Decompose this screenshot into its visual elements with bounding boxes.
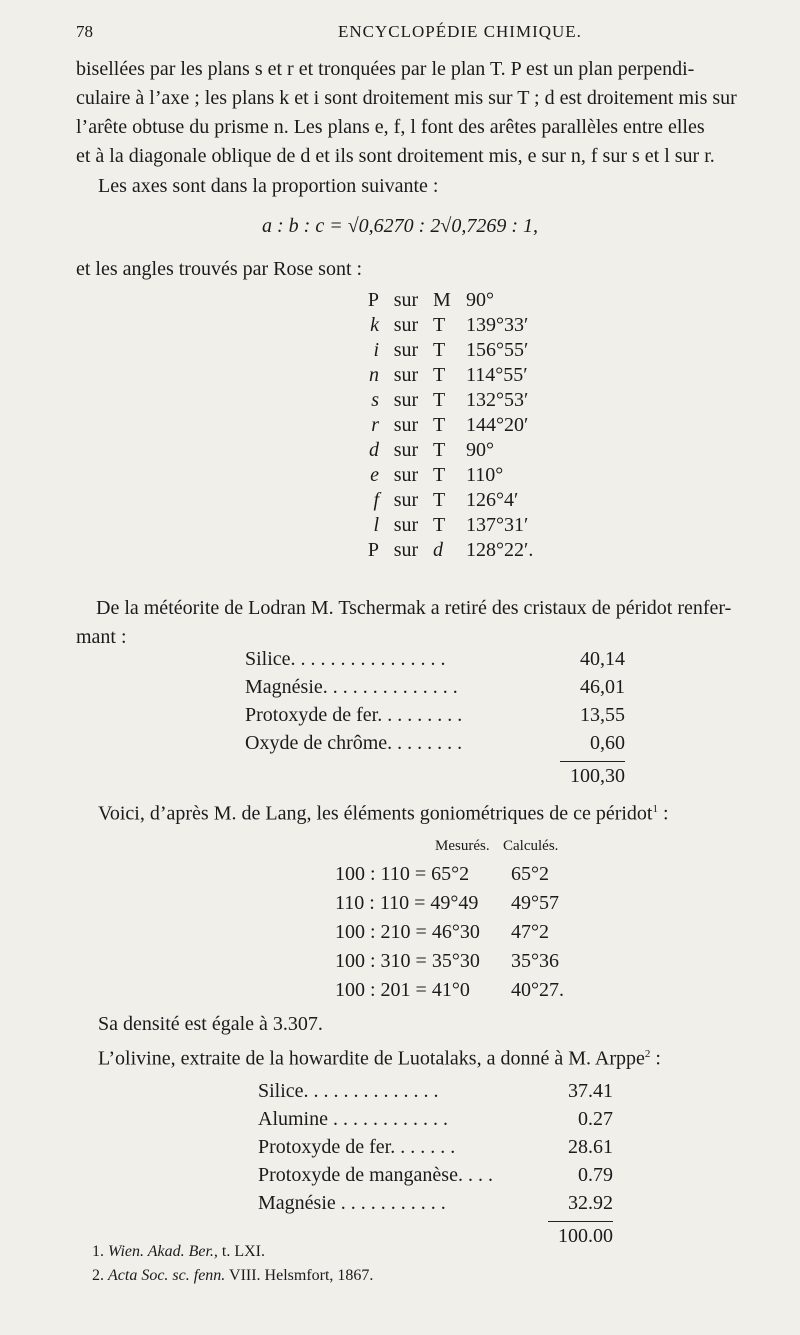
text-line [98,1040,798,1074]
sur-word: sur [393,364,419,386]
olivine-paragraph [98,1040,798,1074]
angle-row [345,413,533,438]
other-face: T [433,314,446,336]
angle-row [345,363,533,388]
sur-word: sur [393,489,419,511]
text-line: culaire à l’axe ; les plans k et i sont droitement mis sur T ; d est droitement mis sur [76,87,737,109]
angle-value: 156°55′ [466,339,529,361]
composition-total-row [245,761,625,789]
footnote-reference: Wien. Akad. Ber., [108,1243,218,1260]
component-value: 0.27 [578,1108,613,1130]
sur-word: sur [393,289,419,311]
text-line: bisellées par les plans s et r et tronquées par le plan T. P est un plan perpendi- [76,58,695,80]
other-face: T [433,439,446,461]
face-label: s [371,389,379,411]
sur-word: sur [393,389,419,411]
text-line: et les angles trouvés par Rose sont : [76,258,363,280]
other-face: T [433,389,446,411]
text-line: et à la diagonale oblique de d et ils sont droitement mis, e sur n, f sur s et l sur r. [76,145,715,167]
angle-row [345,538,533,563]
angle-value: 128°22′. [466,539,534,561]
running-header [76,18,780,48]
face-label: e [370,464,379,486]
component-name: Silice. . . . . . . . . . . . . . [258,1080,439,1102]
face-label: P [367,289,379,311]
composition-total: 100,30 [560,761,625,790]
footnote-number: 2. [92,1267,104,1284]
running-title: ENCYCLOPÉDIE CHIMIQUE. [338,22,582,41]
angle-row [345,388,533,413]
angle-value: 110° [466,464,504,486]
component-name: Magnésie. . . . . . . . . . . . . . [245,676,458,698]
angle-value: 126°4′ [466,489,519,511]
angle-row [345,338,533,363]
density-paragraph [98,1010,798,1039]
composition-row [258,1189,613,1217]
angle-value: 132°53′ [466,389,529,411]
footnote [92,1264,373,1288]
lodran-composition-table [245,645,625,789]
text-line: Sa densité est égale à 3.307. [98,1013,323,1035]
angle-row [345,313,533,338]
calculated-header: Calculés. [503,838,559,854]
calculated-value: 35°36 [511,950,559,972]
text-line: De la météorite de Lodran M. Tschermak a retiré des cristaux de péridot renfer- [96,597,732,619]
face-label: i [373,339,379,361]
component-value: 32.92 [568,1192,613,1214]
calculated-value: 49°57 [511,892,559,914]
text-line: Les axes sont dans la proportion suivante : [98,175,439,197]
text-line [98,795,798,829]
axes-sentence [98,172,788,201]
composition-row [258,1161,613,1189]
component-name: Silice. . . . . . . . . . . . . . . . [245,648,446,670]
composition-total: 100.00 [548,1221,613,1250]
footnote-detail: t. LXI. [217,1243,266,1260]
other-face: d [433,539,443,561]
face-label: r [371,414,379,436]
face-label: f [373,489,379,511]
component-value: 28.61 [568,1136,613,1158]
sur-word: sur [393,514,419,536]
lang-paragraph [98,795,798,829]
measured-expression: 100 : 210 = 46°30 [335,921,480,943]
sur-word: sur [393,464,419,486]
measured-expression: 100 : 110 = 65°2 [335,863,470,885]
axes-formula: a : b : c = √0,6270 : 2√0,7269 : 1, [262,215,538,237]
other-face: T [433,514,446,536]
other-face: T [433,489,446,511]
component-value: 0,60 [590,732,625,754]
sur-word: sur [393,414,419,436]
footnote-number: 1. [92,1243,104,1260]
footnotes [92,1240,373,1288]
angle-row [345,438,533,463]
component-value: 37.41 [568,1080,613,1102]
angle-row [345,288,533,313]
component-name: Magnésie . . . . . . . . . . . [258,1192,446,1214]
olivine-composition-table [258,1077,613,1249]
face-label: d [369,439,379,461]
sur-word: sur [393,339,419,361]
component-value: 0.79 [578,1164,613,1186]
angle-value: 90° [466,289,494,311]
composition-row [258,1105,613,1133]
footnote-marker: 2 [644,1048,651,1060]
face-label: k [370,314,379,336]
face-label: l [373,514,379,536]
other-face: T [433,364,446,386]
measured-expression: 100 : 310 = 35°30 [335,950,480,972]
angle-row [345,488,533,513]
colon: : [650,1047,661,1070]
sur-word: sur [393,539,419,561]
colon: : [657,802,669,825]
composition-row [245,673,625,701]
footnote [92,1240,373,1264]
component-value: 13,55 [580,704,625,726]
text-line: l’arête obtuse du prisme n. Les plans e, f, l font des arêtes parallèles entre elles [76,116,705,138]
composition-row [245,645,625,673]
page-number: 78 [76,22,93,41]
component-name: Oxyde de chrôme. . . . . . . . [245,732,463,754]
calculated-value: 47°2 [511,921,549,943]
footnote-reference: Acta Soc. sc. fenn. [108,1267,226,1284]
component-value: 46,01 [580,676,625,698]
other-face: M [433,289,451,311]
lodran-paragraph [76,594,788,652]
other-face: T [433,414,446,436]
component-value: 40,14 [580,648,625,670]
angle-row [345,463,533,488]
footnote-marker: 1 [652,803,658,815]
measured-expression: 100 : 201 = 41°0 [335,979,470,1001]
component-name: Alumine . . . . . . . . . . . . [258,1108,448,1130]
angle-value: 137°31′ [466,514,529,536]
angle-row [345,513,533,538]
face-label: P [367,539,379,561]
angle-value: 114°55′ [466,364,528,386]
calculated-value: 65°2 [511,863,549,885]
footnote-detail: VIII. Helsmfort, 1867. [225,1267,374,1284]
measured-expression: 110 : 110 = 49°49 [335,892,479,914]
olivine-sentence: L’olivine, extraite de la howardite de Luotalaks, a donné à M. Arppe [98,1047,645,1070]
component-name: Protoxyde de fer. . . . . . . [258,1136,456,1158]
intro-paragraph [76,55,788,171]
measured-header: Mesurés. [435,838,490,854]
text-line: mant : [76,626,127,648]
component-name: Protoxyde de manganèse. . . . [258,1164,493,1186]
composition-row [258,1077,613,1105]
face-label: n [369,364,379,386]
calculated-value: 40°27. [511,979,564,1001]
other-face: T [433,464,446,486]
component-name: Protoxyde de fer. . . . . . . . . [245,704,463,726]
angle-value: 139°33′ [466,314,529,336]
composition-row [245,701,625,729]
sur-word: sur [393,314,419,336]
angle-value: 90° [466,439,494,461]
sur-word: sur [393,439,419,461]
composition-row [245,729,625,757]
angle-value: 144°20′ [466,414,529,436]
rose-angles-table [345,288,533,563]
angles-intro [76,255,788,284]
other-face: T [433,339,446,361]
composition-row [258,1133,613,1161]
lang-sentence: Voici, d’après M. de Lang, les éléments goniométriques de ce péridot [98,802,653,825]
